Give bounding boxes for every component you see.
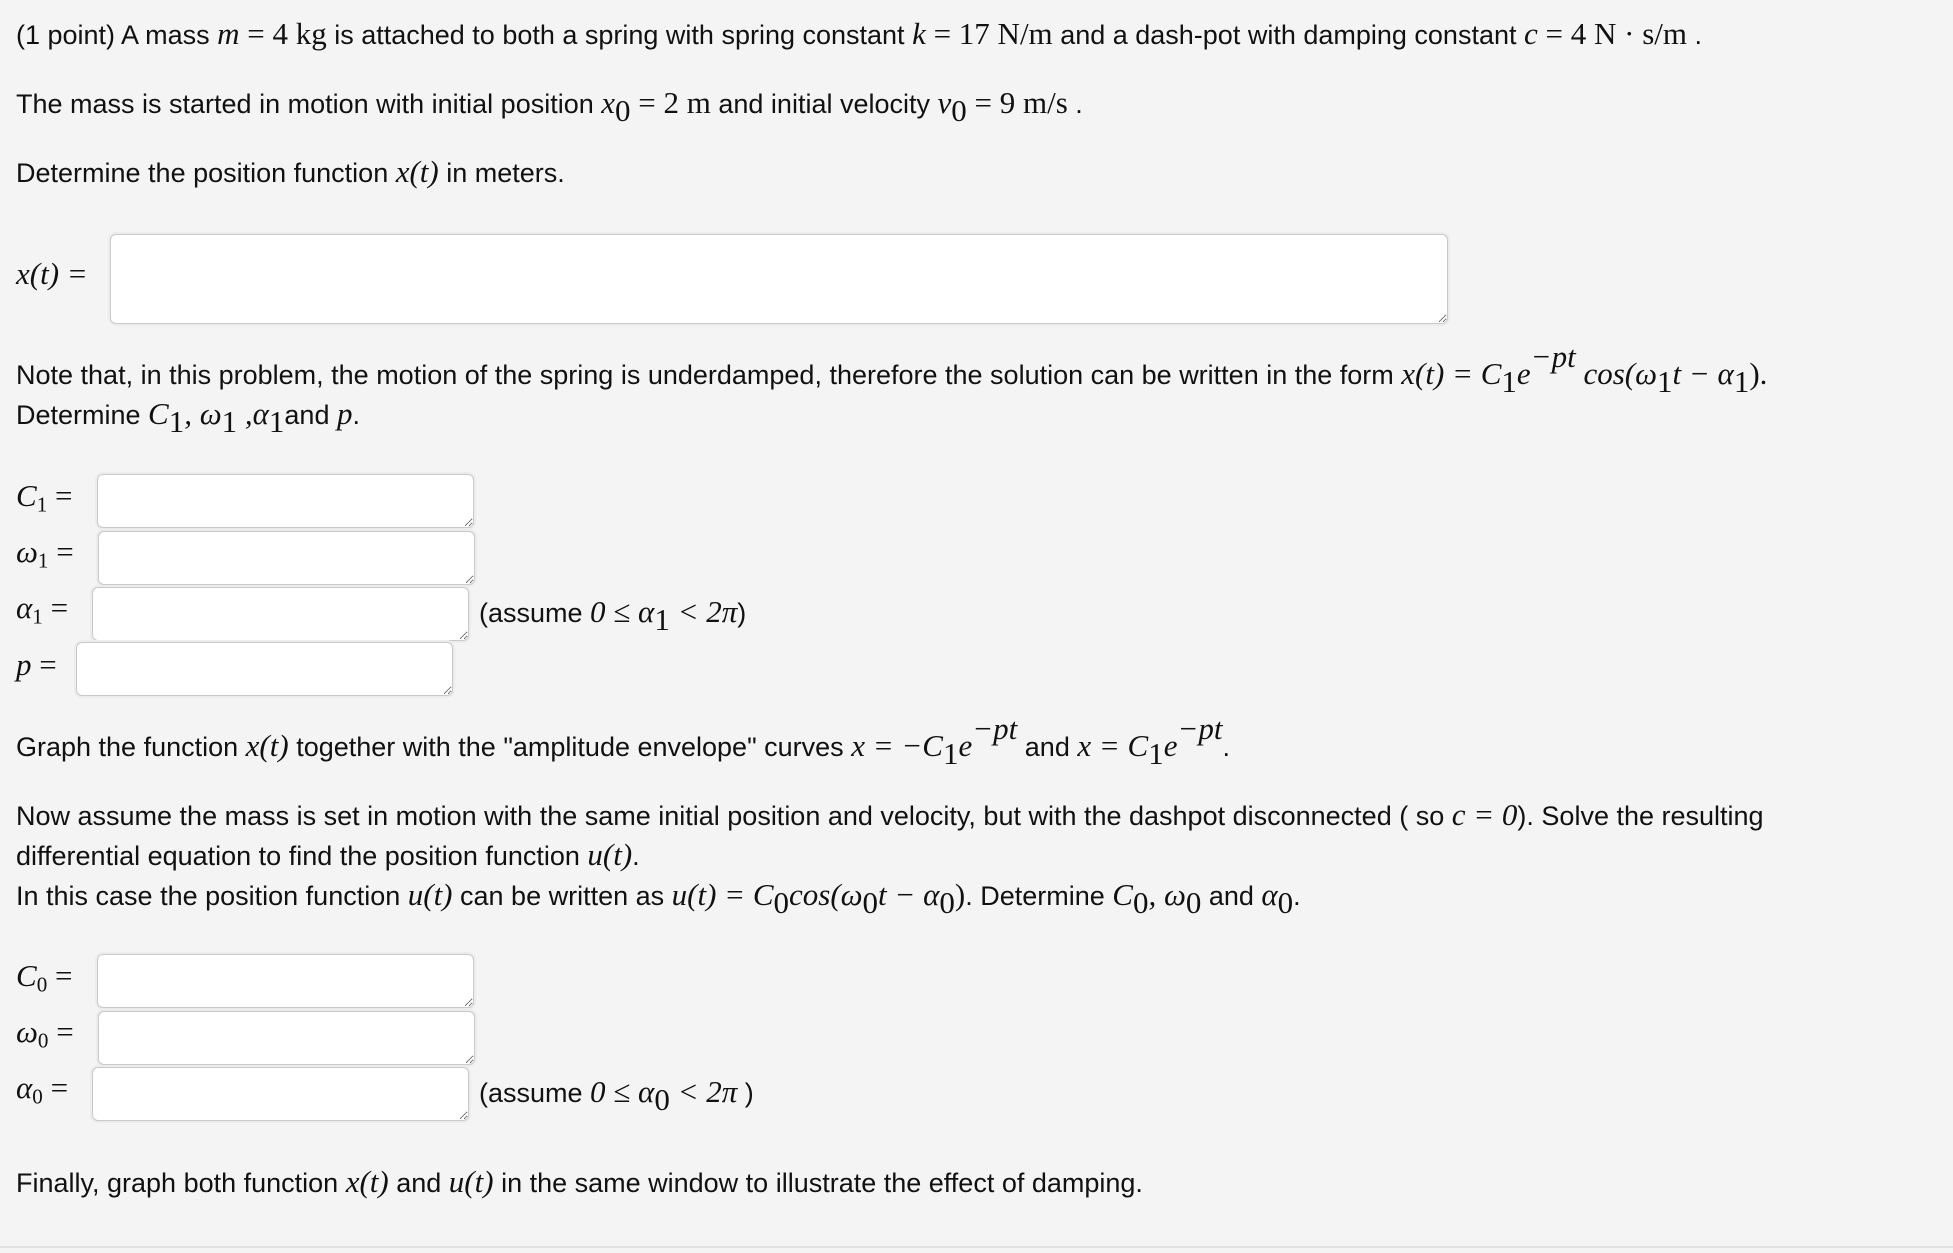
undamped-line-1: Now assume the mass is set in motion with the same initial position and velocity, but with the dashpot disconnected ( so c = 0). Solve the resulting (16, 797, 1764, 832)
omega0-label: $\omega_0$ = (16, 1014, 74, 1053)
alpha1-assumption: (assume $0 \le \alpha_1 < 2\pi$) (479, 594, 747, 637)
problem-statement-line-2: The mass is started in motion with initial position $x_0 = 2$ m and initial velocity $v_0 = 9$ m/s . (16, 85, 1083, 128)
omega0-input[interactable] (98, 1011, 475, 1065)
p-label: p = (16, 647, 57, 682)
note-line-1: Note that, in this problem, the motion of the spring is underdamped, therefore the solution can be written in the form $x(t) = C_1e^{-pt}$ $\cos(\omega_1t - \alpha_1)$. (16, 338, 1768, 399)
xt-answer-input[interactable] (110, 234, 1448, 324)
final-instruction: Finally, graph both function x(t) and u(t) in the same window to illustrate the effect of damping. (16, 1164, 1143, 1199)
alpha0-assumption: (assume $0 \le \alpha_0 < 2\pi$ ) (479, 1074, 754, 1117)
c0-label: $C_0$ = (16, 958, 73, 997)
problem-statement-line-1: (1 point) A mass m = 4 kg is attached to both a spring with spring constant k = 17 N/m and a dash-pot with damping constant c = 4 N · s/m . (16, 16, 1703, 51)
omega1-label: $\omega_1$ = (16, 534, 74, 573)
note-line-2: Determine $C_1$, $\omega_1$ $,\alpha_1and$ p. (16, 396, 360, 439)
problem-statement-line-3: Determine the position function x(t) in meters. (16, 154, 565, 189)
omega1-input[interactable] (98, 531, 475, 585)
alpha0-label: $\alpha_0$ = (16, 1070, 69, 1109)
c1-input[interactable] (97, 474, 474, 528)
alpha0-input[interactable] (92, 1067, 469, 1121)
undamped-line-2: differential equation to find the position function u(t). (16, 837, 640, 872)
alpha1-label: $\alpha_1$ = (16, 590, 69, 629)
p-input[interactable] (76, 642, 453, 696)
alpha1-input[interactable] (92, 587, 469, 641)
c1-label: $C_1$ = (16, 478, 73, 517)
c0-input[interactable] (97, 954, 474, 1008)
bottom-divider (0, 1246, 1953, 1248)
graph-instruction: Graph the function x(t) together with the "amplitude envelope" curves $x = -C_1e^{-pt}$ and $x = C_1e^{-pt}$. (16, 710, 1231, 771)
xt-label: x(t) = (16, 256, 88, 291)
undamped-line-3: In this case the position function u(t) can be written as $u(t) = C_0\cos(\omega_0t - \alpha_0)$. Determine $C_0$, $\omega_0$ and $\alpha_0$. (16, 877, 1301, 920)
